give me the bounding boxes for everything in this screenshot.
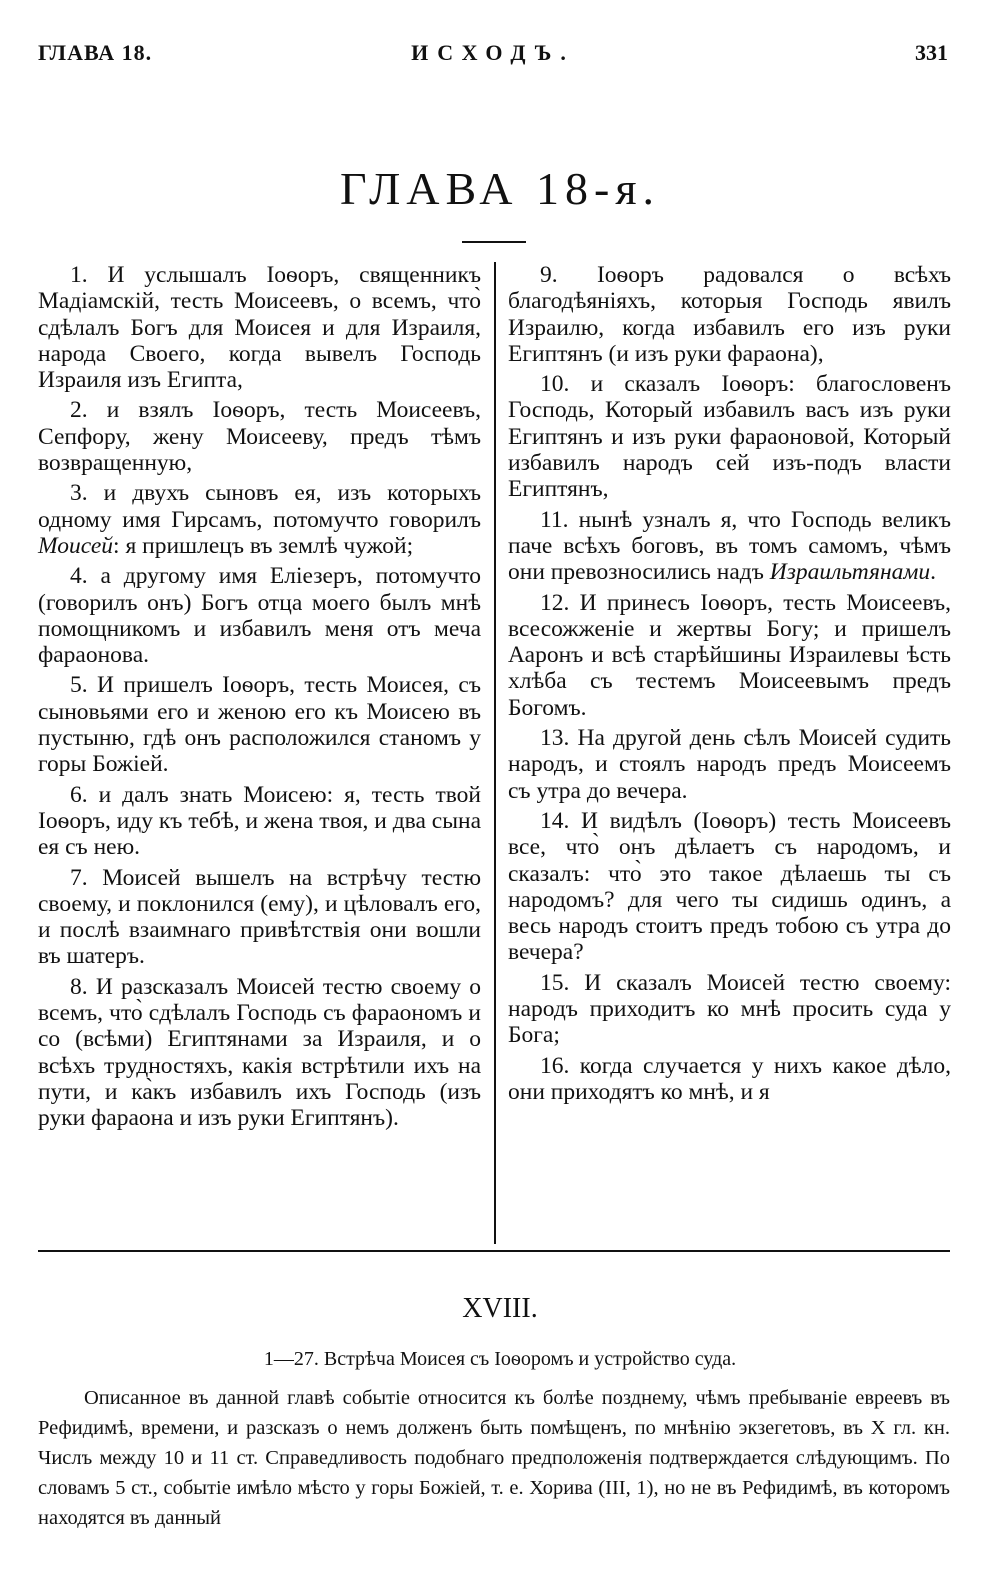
header-book-title: ИСХОДЪ. bbox=[411, 40, 575, 65]
verse-number: 16. bbox=[540, 1052, 570, 1079]
left-column bbox=[38, 262, 481, 1136]
verse bbox=[508, 808, 951, 966]
verse-number: 2. bbox=[70, 397, 88, 424]
verse-text: И видѣлъ (Іоѳоръ) тесть Моисеевъ все, что̀ онъ дѣлаетъ съ народомъ, и сказалъ: что̀ это такое дѣлаешь ты съ народомъ? для чего ты сидишь одинъ, а весь народъ стоитъ предъ тобою съ утра до вечера? bbox=[508, 807, 951, 966]
verse-text: и далъ знать Моисею: я, тесть твой Іоѳоръ, иду къ тебѣ, и жена твоя, и два сына ея съ нею. bbox=[38, 781, 481, 861]
verse-number: 13. bbox=[540, 725, 570, 752]
verse bbox=[38, 672, 481, 777]
verse-text: И принесъ Іоѳоръ, тесть Моисеевъ, всесожженіе и жертвы Богу; и пришелъ Ааронъ и всѣ старѣйшины Израилевы ѣсть хлѣба съ тестемъ Моисеевымъ предъ Богомъ. bbox=[508, 589, 952, 721]
verse-text: И разсказалъ Моисей тестю своему о всемъ, что̀ сдѣлалъ Господь съ фараономъ и со (всѣми) Египтянами за Израиля, и о всѣхъ трудностяхъ, какія встрѣтили ихъ на пути, и ка̀къ избавилъ ихъ Господь (изъ руки фараона и изъ руки Египтянъ). bbox=[38, 973, 481, 1132]
header-chapter: ГЛАВА 18. bbox=[38, 40, 153, 65]
verse-number: 6. bbox=[70, 781, 88, 808]
verse-number: 15. bbox=[540, 969, 570, 996]
verse-number: 14. bbox=[540, 807, 570, 834]
verse bbox=[38, 563, 481, 668]
verse-text: Моисей вышелъ на встрѣчу тестю своему, и поклонился (ему), и цѣловалъ его, и послѣ взаимнаго привѣтствія они вошли въ шатеръ. bbox=[38, 864, 482, 970]
verse bbox=[508, 970, 951, 1049]
verse bbox=[508, 725, 951, 804]
verse-number: 7. bbox=[70, 864, 88, 891]
verse bbox=[38, 782, 481, 861]
commentary-heading: 1—27. Встрѣча Моисея съ Іоѳоромъ и устройство суда. bbox=[263, 1348, 737, 1370]
verse-number: 8. bbox=[70, 973, 88, 1000]
verse-text: На другой день сѣлъ Моисей судить народъ, и стоялъ народъ предъ Моисеемъ съ утра до вечера. bbox=[508, 725, 952, 804]
commentary-section-number: XVIII. bbox=[462, 1293, 538, 1324]
verse-text: И услышалъ Іоѳоръ, священникъ Мадіамскій, тесть Моисеевъ, о всемъ, что̀ сдѣлалъ Богъ для Моисея и для Израиля, народа Своего, когда вывелъ Господь Израиля изъ Египта, bbox=[38, 262, 482, 394]
verse bbox=[38, 480, 481, 559]
verse-text: И пришелъ Іоѳоръ, тесть Моисея, съ сыновьями его и женою его къ Моисею въ пустыню, гдѣ онъ расположился станомъ у горы Божіей. bbox=[38, 672, 482, 778]
verse bbox=[508, 590, 951, 721]
running-header bbox=[38, 40, 948, 70]
verse-number: 9. bbox=[540, 262, 558, 288]
verse bbox=[508, 1053, 951, 1106]
verse-text: : я пришлецъ въ землѣ чужой; bbox=[113, 532, 414, 559]
verse bbox=[508, 262, 951, 367]
verse-number: 1. bbox=[70, 262, 88, 288]
verse bbox=[38, 865, 481, 970]
scripture-columns bbox=[38, 262, 950, 1244]
verse-text: а другому имя Еліезеръ, потомучто (говорилъ онъ) Богъ отца моего былъ мнѣ помощникомъ и избавилъ меня отъ меча фараонова. bbox=[38, 563, 482, 669]
verse bbox=[38, 974, 481, 1132]
section-rule bbox=[38, 1250, 950, 1252]
column-divider bbox=[494, 262, 496, 1244]
verse-text: когда случается у нихъ какое дѣло, они приходятъ ко мнѣ, и я bbox=[508, 1052, 951, 1105]
commentary-body: Описанное въ данной главѣ событіе относится къ болѣе позднему, чѣмъ пребываніе евреевъ въ Рефидимѣ, времени, и разсказъ о немъ долженъ быть помѣщенъ, по мнѣнію экзегетовъ, въ X гл. кн. Числъ между 10 и 11 ст. Справедливость подобнаго предположенія подтверждается слѣдующимъ. По словамъ 5 ст., событіе имѣло мѣсто у горы Божіей, т. е. Хорива (III, 1), но не въ Рефидимѣ, въ которомъ находятся въ данный bbox=[38, 1387, 950, 1529]
verse-italic-text: Моисей bbox=[38, 532, 114, 559]
verse-number: 5. bbox=[70, 672, 88, 699]
verse-number: 10. bbox=[540, 371, 570, 398]
verse-number: 3. bbox=[70, 480, 88, 507]
verse-text: И сказалъ Моисей тестю своему: народъ приходитъ ко мнѣ просить суда у Бога; bbox=[508, 969, 951, 1049]
verse bbox=[508, 507, 951, 586]
chapter-title: ГЛАВА 18-я. bbox=[339, 163, 661, 214]
title-rule bbox=[462, 241, 526, 243]
verse-italic-text: Израильтянами bbox=[769, 559, 931, 586]
verse-text: нынѣ узналъ я, что Господь великъ паче всѣхъ боговъ, въ томъ самомъ, чѣмъ они превозносились надъ bbox=[508, 506, 951, 586]
verse-text: и сказалъ Іоѳоръ: благословенъ Господь, Который избавилъ васъ изъ руки Египтянъ и изъ руки фараоновой, Который избавилъ народъ сей изъ-подъ власти Египтянъ, bbox=[508, 371, 951, 503]
verse-number: 4. bbox=[70, 563, 88, 590]
verse-text: и взялъ Іоѳоръ, тесть Моисеевъ, Сепфору, жену Моисееву, предъ тѣмъ возвращенную, bbox=[38, 397, 482, 477]
verse bbox=[508, 371, 951, 502]
verse bbox=[38, 397, 481, 476]
verse-number: 12. bbox=[540, 589, 570, 616]
page-number: 331 bbox=[915, 40, 948, 65]
verse bbox=[38, 262, 481, 393]
verse-text: . bbox=[930, 559, 936, 586]
verse-number: 11. bbox=[540, 506, 569, 533]
verse-text: Іоѳоръ радовался о всѣхъ благодѣяніяхъ, которыя Господь явилъ Израилю, когда избавилъ его изъ руки Египтянъ (и изъ руки фараона), bbox=[508, 262, 951, 367]
right-column bbox=[508, 262, 951, 1109]
verse-text: и двухъ сыновъ ея, изъ которыхъ одному имя Гирсамъ, потомучто говорилъ bbox=[38, 480, 482, 533]
